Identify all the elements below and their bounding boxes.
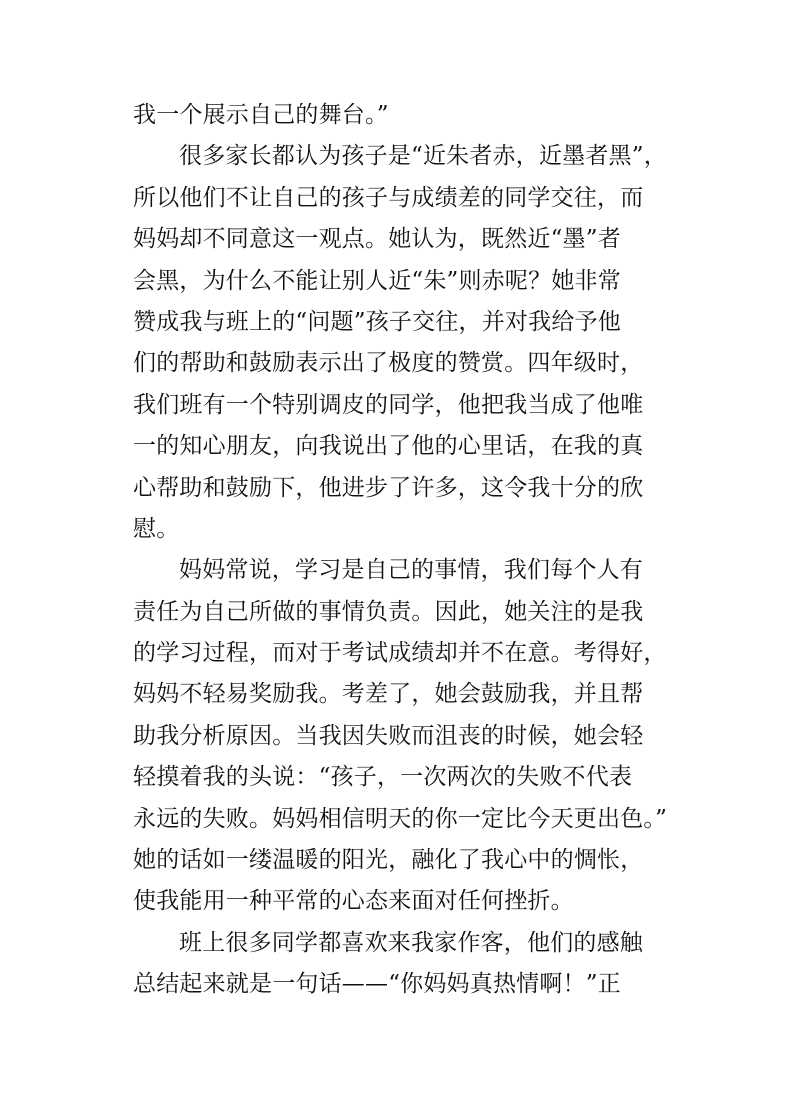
text-line: 妈妈却不同意这一观点。她认为，既然近“墨”者	[133, 226, 621, 253]
text-line: 慰。	[133, 515, 180, 542]
text-line: 总结起来就是一句话——“你妈妈真热情啊！”正	[133, 971, 621, 998]
text-line: 一的知心朋友，向我说出了他的心里话，在我的真	[133, 433, 644, 460]
text-line: 助我分析原因。当我因失败而沮丧的时候，她会轻	[133, 722, 644, 749]
text-line: 轻摸着我的头说：“孩子，一次两次的失败不代表	[133, 764, 633, 791]
text-line: 她的话如一缕温暖的阳光，融化了我心中的惆怅，	[133, 847, 644, 874]
text-line: 使我能用一种平常的心态来面对任何挫折。	[133, 888, 574, 915]
text-line: 永远的失败。妈妈相信明天的你一定比今天更出色。”	[133, 805, 668, 832]
text-line: 我们班有一个特别调皮的同学，他把我当成了他唯	[133, 391, 644, 418]
text-line: 会黑，为什么不能让别人近“朱”则赤呢？她非常	[133, 267, 621, 294]
paragraph-start-line: 班上很多同学都喜欢来我家作客，他们的感触	[179, 929, 643, 956]
paragraph-start-line: 很多家长都认为孩子是“近朱者赤，近墨者黑”，	[179, 143, 667, 170]
text-line: 妈妈不轻易奖励我。考差了，她会鼓励我，并且帮	[133, 681, 644, 708]
body-text	[133, 95, 668, 1006]
paragraph-start-line: 妈妈常说，学习是自己的事情，我们每个人有	[179, 557, 643, 584]
text-line: 我一个展示自己的舞台。”	[133, 102, 389, 128]
text-line: 们的帮助和鼓励表示出了极度的赞赏。四年级时，	[133, 350, 644, 377]
text-line: 所以他们不让自己的孩子与成绩差的同学交往，而	[133, 184, 644, 211]
text-line: 心帮助和鼓励下，他进步了许多，这令我十分的欣	[133, 474, 644, 501]
text-line: 赞成我与班上的“问题”孩子交往，并对我给予他	[133, 308, 621, 335]
text-line: 责任为自己所做的事情负责。因此，她关注的是我	[133, 598, 644, 625]
text-line: 的学习过程，而对于考试成绩却并不在意。考得好，	[133, 640, 667, 667]
